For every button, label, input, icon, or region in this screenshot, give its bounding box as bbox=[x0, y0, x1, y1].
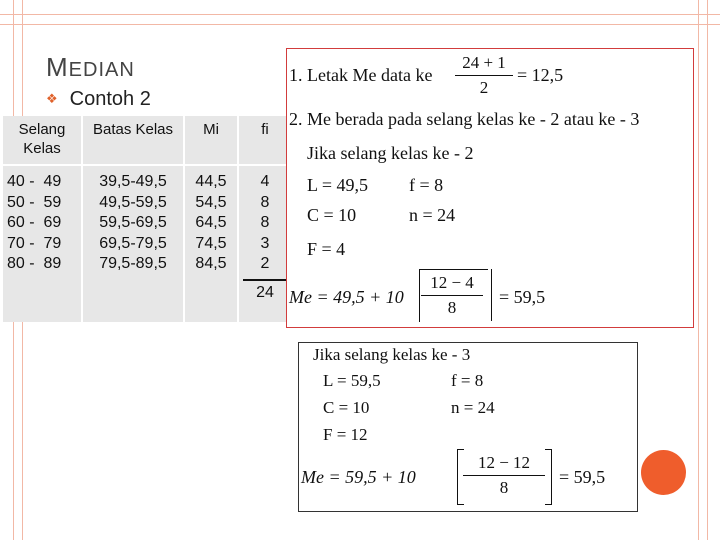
step1-fraction: 24 + 1 2 bbox=[455, 53, 513, 98]
decor-line-top bbox=[0, 14, 720, 15]
decor-orange-circle bbox=[641, 450, 686, 495]
formula-result: = 59,5 bbox=[499, 287, 546, 307]
decor-line-top-2 bbox=[0, 24, 720, 25]
solution-box-2 bbox=[298, 342, 638, 512]
solution-box-1 bbox=[286, 48, 694, 328]
var-L-2: L = 59,5 bbox=[323, 371, 381, 390]
step1-label: 1. Letak Me data ke bbox=[289, 65, 433, 85]
bracket2-right bbox=[545, 449, 552, 505]
formula-prefix: Me = 49,5 + 10 bbox=[289, 287, 404, 307]
var-F: F = 4 bbox=[307, 239, 346, 259]
column-mi: 44,5 54,5 64,5 74,5 84,5 bbox=[184, 165, 238, 322]
var-C: C = 10 bbox=[307, 205, 357, 225]
column-fi: 4 8 8 3 2 24 bbox=[238, 165, 292, 322]
formula2-prefix: Me = 59,5 + 10 bbox=[301, 467, 416, 487]
fi-total: 24 bbox=[243, 279, 287, 304]
header-batas: Batas Kelas bbox=[82, 116, 184, 165]
var-L: L = 49,5 bbox=[307, 175, 368, 195]
var-n-2: n = 24 bbox=[451, 398, 495, 417]
formula2-fraction: 12 − 12 8 bbox=[463, 453, 545, 498]
var-f: f = 8 bbox=[409, 175, 444, 195]
formula-fraction: 12 − 4 8 bbox=[421, 273, 483, 318]
bullet-item: ❖ Contoh 2 bbox=[46, 88, 151, 110]
column-selang: 40 - 49 50 - 59 60 - 69 70 - 79 80 - 89 bbox=[3, 165, 82, 322]
column-batas: 39,5-49,5 49,5-59,5 59,5-69,5 69,5-79,5 79,5-89,5 bbox=[82, 165, 184, 322]
decor-line-right-2 bbox=[707, 0, 708, 540]
var-F-2: F = 12 bbox=[323, 425, 368, 444]
bullet-icon: ❖ bbox=[46, 91, 58, 106]
header-mi: Mi bbox=[184, 116, 238, 165]
step1-result: = 12,5 bbox=[517, 65, 564, 85]
header-selang: Selang Kelas bbox=[3, 116, 82, 165]
header-fi: fi bbox=[238, 116, 292, 165]
var-n: n = 24 bbox=[409, 205, 456, 225]
class3-label: Jika selang kelas ke - 3 bbox=[313, 345, 471, 364]
slide-title: MEDIAN bbox=[46, 52, 135, 82]
step2-label: 2. Me berada pada selang kelas ke - 2 atau ke - 3 bbox=[289, 109, 640, 129]
var-f-2: f = 8 bbox=[451, 371, 484, 390]
decor-line-right bbox=[698, 0, 699, 540]
frequency-table bbox=[3, 116, 293, 322]
formula2-result: = 59,5 bbox=[559, 467, 606, 487]
class2-label: Jika selang kelas ke - 2 bbox=[307, 143, 474, 163]
var-C-2: C = 10 bbox=[323, 398, 370, 417]
bracket-right bbox=[485, 269, 492, 321]
